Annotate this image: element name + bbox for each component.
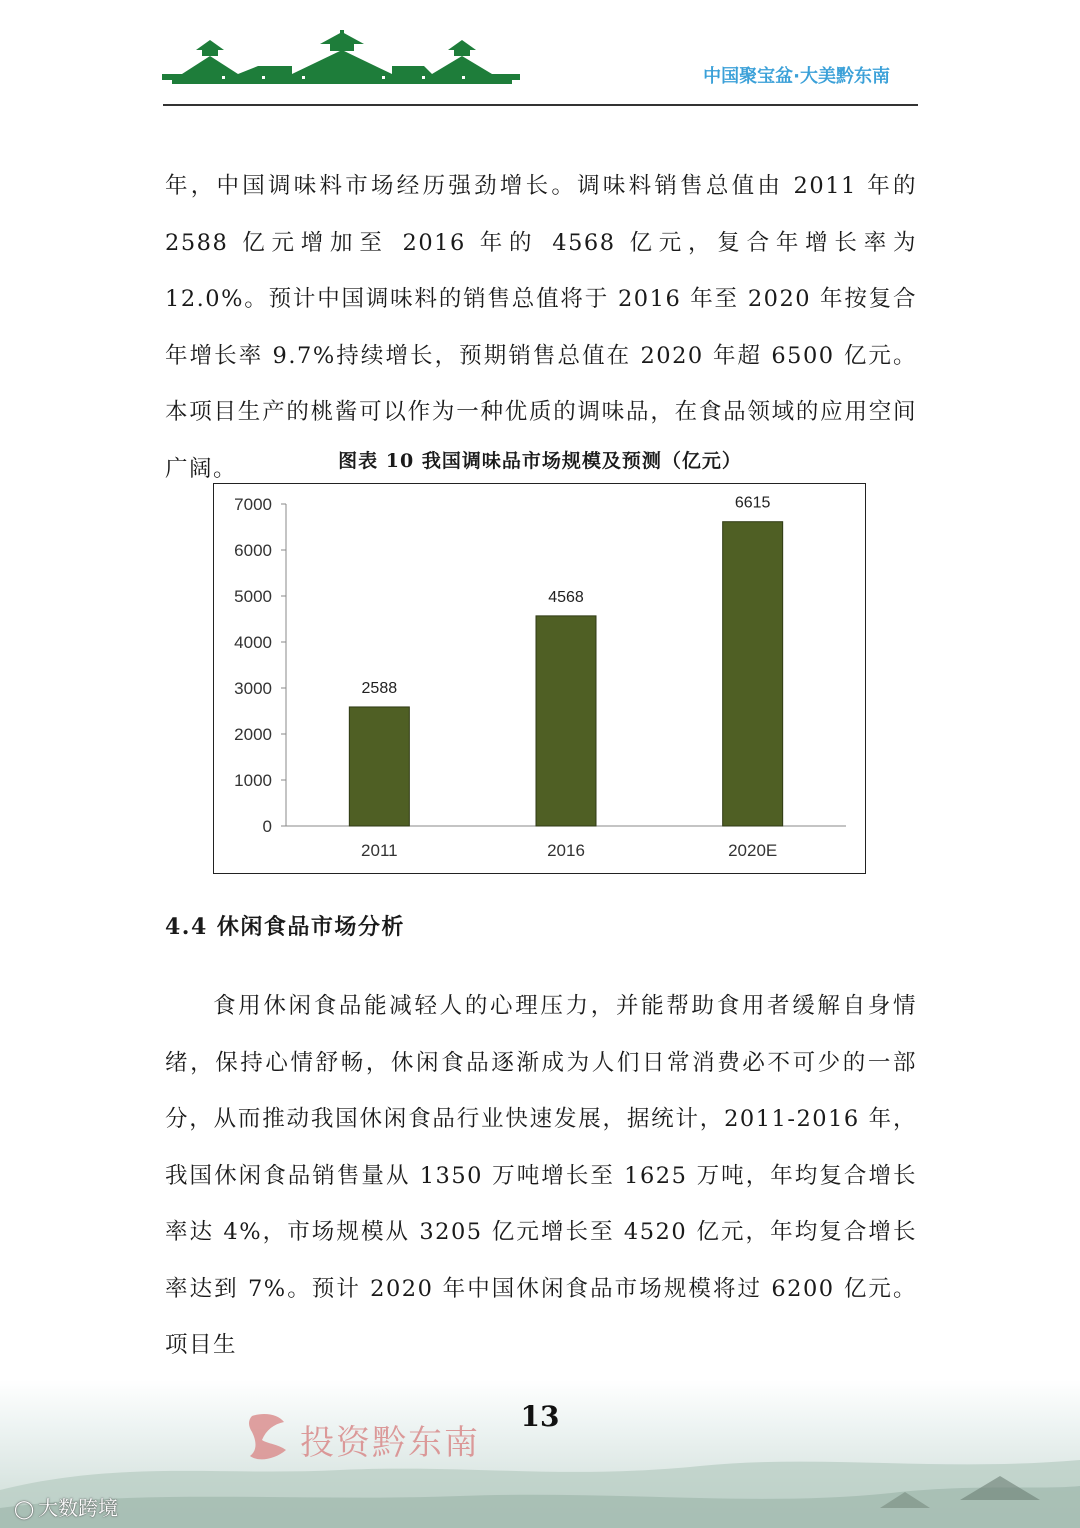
page-number: 13 [520, 1400, 560, 1433]
y-tick-label: 1000 [234, 771, 272, 790]
y-tick-label: 4000 [234, 633, 272, 652]
bar [349, 707, 409, 826]
bar [536, 616, 596, 826]
data-label: 2588 [361, 679, 398, 697]
pavilion-logo-icon [162, 30, 522, 92]
data-label: 4568 [548, 588, 584, 606]
bar-chart-svg [214, 484, 867, 875]
y-tick-label: 7000 [234, 495, 272, 514]
bar [723, 522, 783, 826]
body-paragraph-2: 食用休闲食品能减轻人的心理压力，并能帮助食用者缓解自身情绪，保持心情舒畅，休闲食品逐渐成为人们日常消费必不可少的一部分，从而推动我国休闲食品行业快速发展，据统计，2011-2016 年，我国休闲食品销售量从 1350 万吨增长至 1625 万吨，年均复合增长率达 4%，市场规模从 3205 亿元增长至 4520 亿元，年均复合增长率达到 7%。预计 2020 年中国休闲食品市场规模将过 6200 亿元。项目生 [165, 993, 917, 1358]
brand-seal-icon [244, 1410, 294, 1466]
data-label: 6615 [734, 494, 771, 512]
figure-caption: 图表 10 我国调味品市场规模及预测（亿元） [338, 450, 742, 472]
y-tick-label: 6000 [234, 541, 272, 560]
y-tick-label: 0 [262, 817, 272, 836]
weibo-logo-icon: ◯ [14, 1499, 35, 1520]
header-slogan: 中国聚宝盆·大美黔东南 [703, 66, 890, 87]
header-divider [163, 104, 918, 106]
body-paragraph-1: 年，中国调味料市场经历强劲增长。调味料销售总值由 2011 年的 2588 亿元增加至 2016 年的 4568 亿元，复合年增长率为 12.0%。预计中国调味料的销售总值将于 2016 年至 2020 年按复合年增长率 9.7%持续增长，预期销售总值在 2020 年超 6500 亿元。本项目生产的桃酱可以作为一种优质的调味品，在食品领域的应用空间广阔。 [165, 173, 917, 482]
bar-chart [213, 483, 866, 874]
y-tick-label: 2000 [234, 725, 272, 744]
x-tick-label: 2016 [547, 841, 585, 860]
section-heading: 4.4 休闲食品市场分析 [165, 914, 405, 940]
y-tick-label: 5000 [234, 587, 272, 606]
corner-watermark [14, 1492, 118, 1521]
x-tick-label: 2020E [728, 841, 778, 860]
brand-watermark: 投资黔东南 [300, 1423, 480, 1463]
page-header [0, 0, 1080, 110]
x-tick-label: 2011 [361, 841, 398, 860]
corner-watermark-text: 大数跨境 [38, 1496, 119, 1520]
y-tick-label: 3000 [234, 679, 272, 698]
